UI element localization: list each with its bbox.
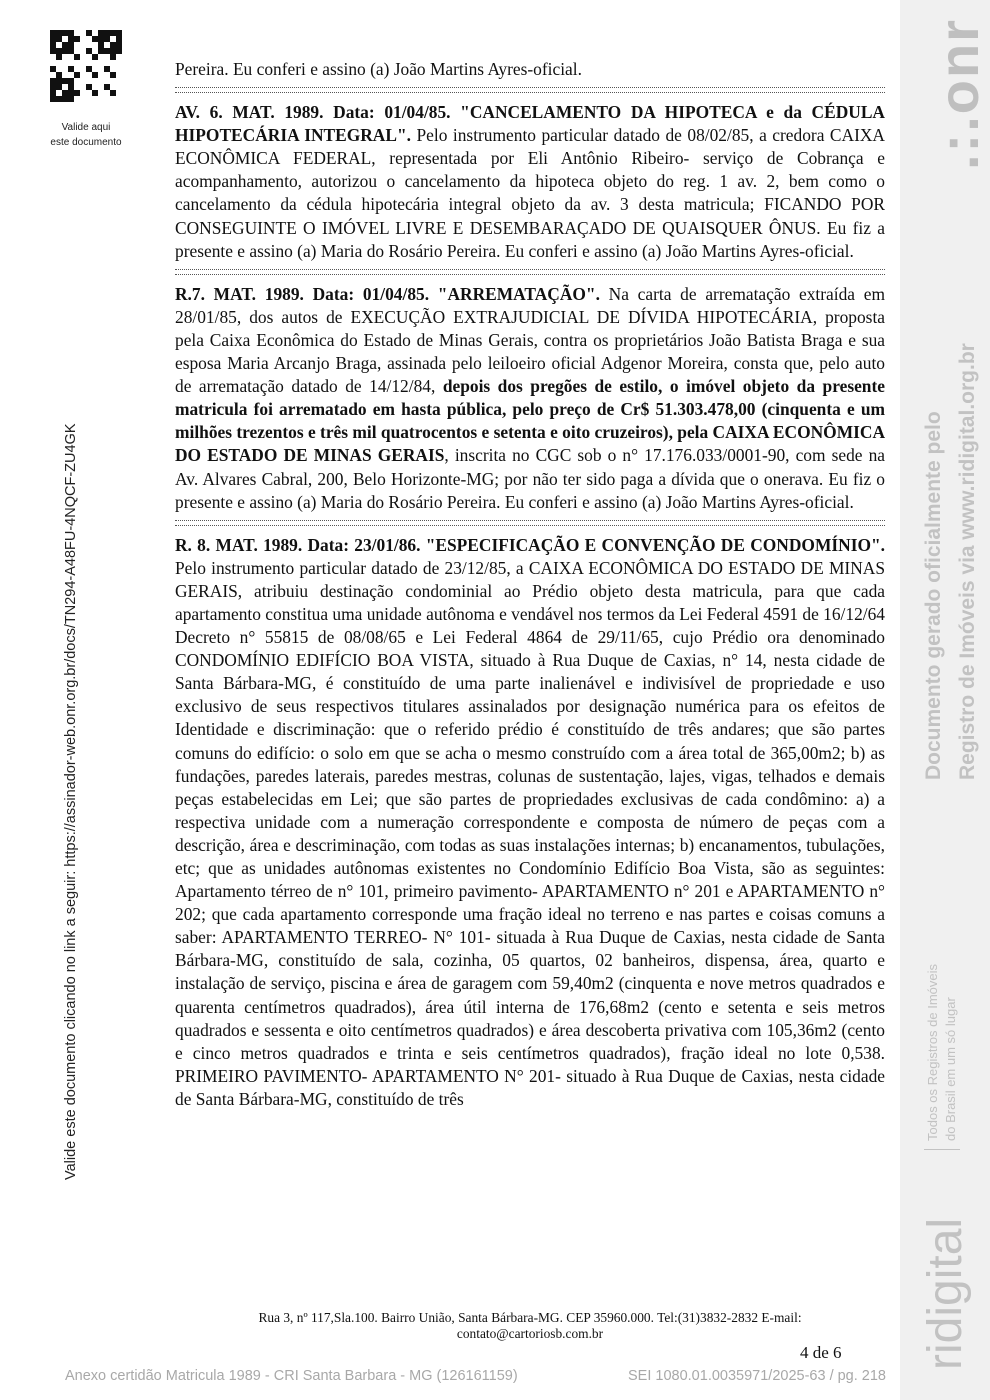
- entry-r8-text: Pelo instrumento particular datado de 23/12/85, a CAIXA ECONÔMICA DO ESTADO DE MINAS GERAIS, atribuiu destinação condominial ao Prédio objeto desta matricula, para que cada apartamento constitua uma unidade autônoma e vendável nos termos da Lei Federal 4591 de 16/12/64 Decreto n° 55815 de 08/08/65 e Lei Federal 4864 de 29/11/65, cujo Prédio ora denominado CONDOMÍNIO EDIFÍCIO BOA VISTA, situado à Rua Duque de Caxias, n° 14, nesta cidade de Santa Bárbara-MG, é constituído de uma parte inalienável e indivisível de propriedade e uso exclusivo de seus respectivos titulares assinalados por designação numérica para os efeitos de Identidade e discriminação: que o referido prédio é constituído de três andares; que são partes comuns do edifício: o solo em que se acha o mesmo construído com a área total de 365,00m2; b) as fundações, paredes laterais, paredes mestras, colunas de sustentação, lajes, vigas, telhados e demais peças estabelecidas em Lei; que são partes de propriedades exclusivas de cada condômino: a) a respectiva unidade com a numeração correspondente e composta de número de peças com a descrição, área e descriminação, com todas as suas instalações internas; b) encanamentos, tubulações, etc; que as unidades autônomas existentes no Condomínio Edifício Boa Vista, são as seguintes: Apartamento térreo de n° 101, primeiro pavimento- APARTAMENTO n° 201 e APARTAMENTO n° 202; que cada apartamento corresponde uma fração ideal no terreno e nas partes e coisas comuns a saber: APARTAMENTO TERREO- N° 101- situada à Rua Duque de Caxias, nesta cidade de Santa Bárbara-MG, constituído de sala, cozinha, 05 quartos, 02 banheiros, dispensa, área, quarto e instalação de serviço, piscina e área de garagem com 59,40m2 (cinquenta e nove metros quadrados e quarenta centímetros quadrados), área útil interna de 176,68m2 (cento e setenta e seis metros quadrados e sessenta e oito centímetros quadrados) e área descoberta privativa com 105,36m2 (cento e cinco metros quadrados e trinta e seis centímetros quadrados), fração ideal no lote 0,538. PRIMEIRO PAVIMENTO- APARTAMENTO N° 201- situado à Rua Duque de Caxias, nesta cidade de Santa Bárbara-MG, constituído de três: [175, 557, 885, 1109]
- validate-here-label: [40, 120, 132, 150]
- watermark-line1: Documento gerado oficialmente pelo: [922, 411, 945, 780]
- separator: [175, 520, 885, 526]
- tagline-line2: do Brasil em um só lugar: [943, 997, 958, 1141]
- entry-r7: [175, 283, 885, 514]
- tagline-line1: Todos os Registros de Imóveis: [925, 963, 940, 1141]
- entry-av6-text: Pelo instrumento particular datado de 08/02/85, a credora CAIXA ECONÔMICA FEDERAL, representada por Eli Antônio Ribeiro- serviço de Cobrança e acompanhamento, autorizou o cancelamento da hipoteca objeto do reg. 1 av. 2, bem como o cancelamento da cédula hipotecária integral objeto da av. 3 desta matricula; FICANDO POR CONSEGUINTE O IMÓVEL LIVRE E DESEMBARAÇADO DE QUAISQUER ÔNUS. Eu fiz a presente e assino (a) Maria do Rosário Pereira. Eu conferi e assino (a) João Martins Ayres-oficial.: [175, 125, 885, 261]
- validate-here-line2: este documento: [50, 137, 122, 148]
- entry-r7-text-1: Na carta de arrematação extraída em 28/01/85, dos autos de EXECUÇÃO EXTRAJUDICIAL DE DÍVIDA HIPOTECÁRIA, proposta pela Caixa Econômica do Estado de Minas Gerais, contra os proprietários João Batista Braga e sua esposa Maria Arcanjo Braga, assinada pelo leiloeiro oficial Adgenor Moreira, consta que, pelo auto de arrematação datado de 14/12/84,: [175, 283, 885, 397]
- entry-av6-heading: AV. 6. MAT. 1989. Data: 01/04/85. "CANCELAMENTO DA HIPOTECA e da CÉDULA HIPOTECÁRIA INTEGRAL".: [175, 102, 885, 146]
- onr-logo: .:.onr: [927, 18, 990, 170]
- entry-r7-heading: R.7. MAT. 1989. Data: 01/04/85. "ARREMATAÇÃO".: [175, 283, 600, 304]
- sei-reference: SEI 1080.01.0035971/2025-63 / pg. 218: [628, 1368, 886, 1384]
- entry-r8: [175, 534, 885, 1111]
- watermark-line2: Registro de Imóveis via www.ridigital.org.br: [956, 343, 979, 780]
- entry-r7-bold-text: depois dos pregões de estilo, o imóvel objeto da presente matricula foi arrematado em hasta pública, pelo preço de Cr$ 51.303.478,00 (cinquenta e um milhões trezentos e três mil quatrocentos e setenta e oito cruzeiros), pela CAIXA ECONÔMICA DO ESTADO DE MINAS GERAIS: [175, 376, 885, 466]
- separator: [175, 269, 885, 275]
- ridigital-tagline: [924, 964, 960, 1150]
- annex-label: Anexo certidão Matricula 1989 - CRI Santa Barbara - MG (126161159): [65, 1368, 518, 1384]
- entry-r7-text-2: , inscrita no CGC sob o n° 17.176.033/0001-90, com sede na Av. Alvares Cabral, 200, Belo Horizonte-MG; por não ter sido paga a dívida que o onerava. Eu fiz o presente e assino (a) Maria do Rosário Pereira. Eu conferi e assino (a) João Martins Ayres-oficial.: [175, 445, 885, 512]
- intro-line: Pereira. Eu conferi e assino (a) João Martins Ayres-oficial.: [175, 59, 582, 79]
- entry-av6: [175, 101, 885, 263]
- footer-address-line1: Rua 3, nº 117,Sla.100. Bairro União, Santa Bárbara-MG. CEP 35960.000. Tel:(31)3832-2832 E-mail:: [258, 1310, 802, 1325]
- page-number: 4 de 6: [800, 1343, 842, 1362]
- footer-address-line2: contato@cartoriosb.com.br: [456, 1326, 604, 1341]
- document-body: [175, 58, 885, 1111]
- validation-link[interactable]: Valide este documento clicando no link a seguir: https://assinador-web.onr.org.br/docs/TN294-A48FU-4NQCF-ZU4GK: [63, 423, 79, 1180]
- footer-address: [175, 1310, 885, 1342]
- entry-r8-heading: R. 8. MAT. 1989. Data: 23/01/86. "ESPECIFICAÇÃO E CONVENÇÃO DE CONDOMÍNIO".: [175, 534, 885, 555]
- official-document-watermark: [917, 343, 985, 780]
- separator: [175, 87, 885, 93]
- ridigital-logo: ridigital: [919, 1217, 972, 1370]
- validate-here-line1: Valide aqui: [61, 122, 111, 133]
- qr-code-icon[interactable]: [50, 30, 122, 102]
